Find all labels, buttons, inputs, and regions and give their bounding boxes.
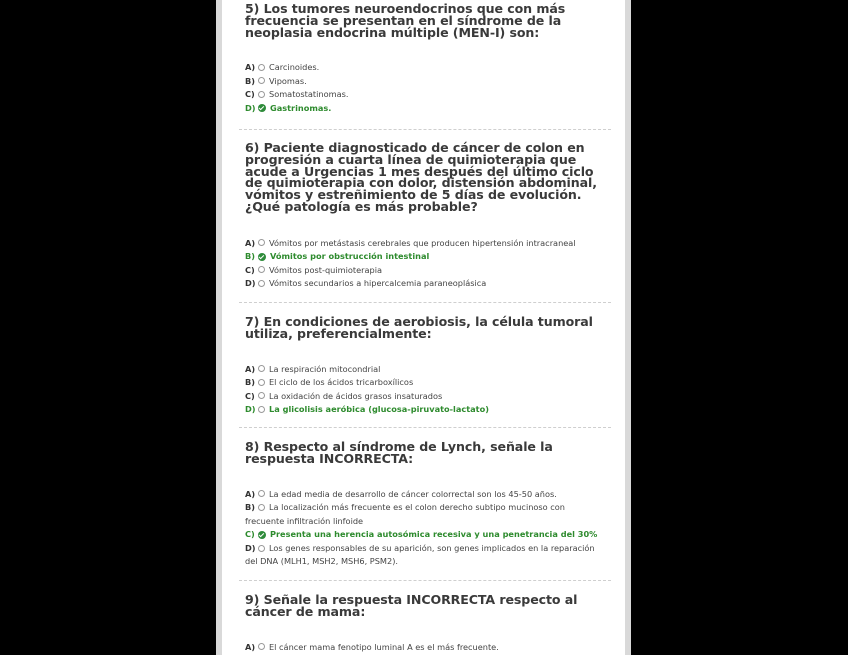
option-d[interactable] (245, 102, 615, 116)
radio-button[interactable] (258, 239, 265, 246)
question-title: 5) Los tumores neuroendocrinos que con más frecuencia se presentan en el síndrome de la neoplasia endocrina múltiple (MEN-I) son: (245, 1, 566, 40)
answer-options (245, 641, 615, 655)
radio-button[interactable] (258, 280, 265, 287)
option-a[interactable] (245, 237, 611, 251)
question-5 (245, 3, 615, 115)
option-b[interactable] (245, 376, 615, 390)
question-9 (245, 594, 615, 654)
option-text: Vómitos secundarios a hipercalcemia paraneoplásica (269, 278, 487, 289)
option-letter: C) (245, 264, 255, 275)
question-8 (245, 439, 598, 569)
radio-button[interactable] (258, 504, 265, 511)
radio-button[interactable] (258, 77, 265, 84)
option-letter: B) (245, 251, 255, 262)
radio-button[interactable] (258, 392, 265, 399)
question-6 (245, 142, 611, 291)
answer-options (245, 237, 611, 291)
option-text: Los genes responsables de su aparición, son genes implicados en la reparación del DNA (MLH1, MSH2, MSH6, PSM2). (245, 542, 595, 567)
option-letter: D) (245, 404, 256, 415)
option-b[interactable] (245, 250, 611, 264)
option-d[interactable] (245, 277, 611, 291)
question-divider (239, 129, 611, 130)
answer-options (245, 488, 605, 569)
option-a[interactable] (245, 488, 605, 502)
option-c[interactable] (245, 528, 605, 542)
option-text: La glicolisis aeróbica (glucosa-piruvato-lactato) (269, 404, 489, 415)
radio-button[interactable] (258, 643, 265, 650)
option-b[interactable] (245, 501, 605, 528)
answer-options (245, 61, 615, 115)
option-letter: A) (245, 363, 256, 374)
option-c[interactable] (245, 390, 615, 404)
question-title: 7) En condiciones de aerobiosis, la célula tumoral utiliza, preferencialmente: (245, 314, 593, 341)
option-text: El ciclo de los ácidos tricarboxílicos (269, 377, 414, 388)
option-text: Carcinoides. (269, 62, 320, 73)
radio-button[interactable] (258, 365, 265, 372)
answer-options (245, 363, 615, 417)
radio-button[interactable] (258, 266, 265, 273)
check-circle-icon[interactable] (258, 104, 266, 112)
option-text: Presenta una herencia autosómica recesiva y una penetrancia del 30% (270, 529, 598, 540)
option-text: La respiración mitocondrial (269, 363, 381, 374)
radio-button[interactable] (258, 545, 265, 552)
option-text: El cáncer mama fenotipo luminal A es el más frecuente. (269, 641, 499, 652)
option-letter: D) (245, 542, 256, 553)
radio-button[interactable] (258, 64, 265, 71)
question-title: 8) Respecto al síndrome de Lynch, señale la respuesta INCORRECTA: (245, 439, 553, 466)
option-text: La localización más frecuente es el colon derecho subtipo mucinoso con frecuente infiltración linfoide (245, 502, 565, 526)
radio-button[interactable] (258, 406, 265, 413)
option-a[interactable] (245, 61, 615, 75)
option-c[interactable] (245, 264, 611, 278)
option-text: Vómitos post-quimioterapia (269, 264, 382, 275)
option-text: Gastrinomas. (270, 102, 332, 113)
option-text: La oxidación de ácidos grasos insaturados (269, 390, 443, 401)
option-a[interactable] (245, 363, 615, 377)
option-letter: A) (245, 62, 256, 73)
option-a[interactable] (245, 641, 615, 655)
radio-button[interactable] (258, 490, 265, 497)
option-letter: A) (245, 641, 256, 652)
option-text: Vómitos por metástasis cerebrales que producen hipertensión intracraneal (269, 237, 576, 248)
question-title: 9) Señale la respuesta INCORRECTA respecto al cáncer de mama: (245, 592, 578, 619)
check-circle-icon[interactable] (258, 531, 266, 539)
option-letter: B) (245, 502, 255, 513)
option-b[interactable] (245, 75, 615, 89)
option-d[interactable] (245, 542, 605, 569)
question-title: 6) Paciente diagnosticado de cáncer de colon en progresión a cuarta línea de quimioterapia que acude a Urgencias 1 mes después del último ciclo de quimioterapia con dolor, distensión abdominal, vómitos y estreñimiento de 5 días de evolución. ¿Qué patología es más probable? (245, 140, 597, 214)
option-letter: D) (245, 278, 256, 289)
option-c[interactable] (245, 88, 615, 102)
question-divider (239, 580, 611, 581)
option-text: Vipomas. (269, 75, 307, 86)
option-letter: A) (245, 488, 256, 499)
option-letter: C) (245, 89, 255, 100)
check-circle-icon[interactable] (258, 253, 266, 261)
question-divider (239, 302, 611, 303)
option-letter: C) (245, 390, 255, 401)
option-text: Somatostatinomas. (269, 89, 349, 100)
option-letter: B) (245, 377, 255, 388)
question-divider (239, 427, 611, 428)
radio-button[interactable] (258, 91, 265, 98)
option-text: La edad media de desarrollo de cáncer colorrectal son los 45-50 años. (269, 488, 557, 499)
option-text: Vómitos por obstrucción intestinal (270, 251, 430, 262)
option-letter: B) (245, 75, 255, 86)
option-letter: A) (245, 237, 256, 248)
option-d[interactable] (245, 403, 615, 417)
question-7 (245, 316, 615, 417)
option-letter: D) (245, 102, 256, 113)
option-letter: C) (245, 529, 255, 540)
radio-button[interactable] (258, 379, 265, 386)
